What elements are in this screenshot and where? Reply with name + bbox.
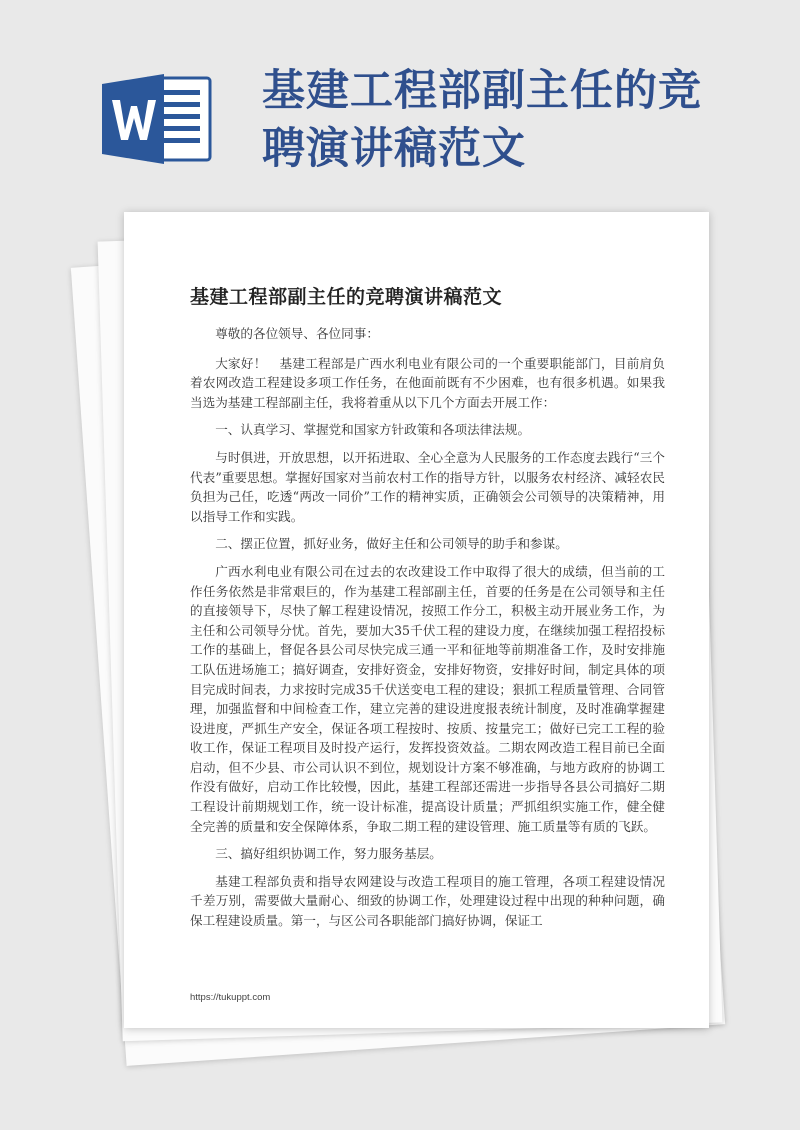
salutation: 尊敬的各位领导、各位同事： xyxy=(215,326,379,341)
section-heading: 三、搞好组织协调工作，努力服务基层。 xyxy=(215,846,442,862)
document-body xyxy=(190,324,665,939)
paragraph: 大家好！ 基建工程部是广西水利电业有限公司的一个重要职能部门，目前肩负着农网改造工程建设多项工作任务，在他面前既有不少困难，也有很多机遇。如果我当选为基建工程部副主任，我将着重从以下几个方面去开展工作： xyxy=(190,355,665,410)
heading-line-1: 基建工程部副主任的竞 xyxy=(262,66,702,116)
paragraph: 与时俱进，开放思想，以开拓进取、全心全意为人民服务的工作态度去践行“三个代表”重要思想。掌握好国家对当前农村工作的指导方针，以服务农村经济、减轻农民负担为己任，吃透“两改一同价”工作的精神实质，正确领会公司领导的决策精神，用以指导工作和实践。 xyxy=(190,449,665,524)
page-heading xyxy=(262,62,732,178)
paragraph: 广西水利电业有限公司在过去的农改建设工作中取得了很大的成绩，但当前的工作任务依然是非常艰巨的，作为基建工程部副主任，首要的任务是在公司领导和主任的直接领导下，尽快了解工程建设情况，按照工作分工，积极主动开展业务工作，为主任和公司领导分忧。首先，要加大35千伏工程的建设力度，在继续加强工程招投标工作的基础上，督促各县公司尽快完成三通一平和征地等前期准备工作，及时安排施工队伍进场施工；搞好调查，安排好资金，安排好物资，安排好时间，制定具体的项目完成时间表，力求按时完成35千伏送变电工程的建设；狠抓工程质量管理、合同管理，加强监督和中间检查工作，建立完善的建设进度报表统计制度，及时准确掌握建设进度，严抓生产安全，保证各项工程按时、按质、按量完工；做好已完工工程的验收工作，保证工程项目及时投产运行，发挥投资效益。二期农网改造工程目前已全面启动，但不少县、市公司认识不到位，规划设计方案不够准确，与地方政府的协调工作没有做好，启动工作比较慢，因此，基建工程部还需进一步指导各县公司搞好二期工程设计前期规划工作，统一设计标准，提高设计质量；严抓组织实施工作，健全健全完善的质量和安全保障体系，争取二期工程的建设管理、施工质量等有质的飞跃。 xyxy=(190,563,665,834)
word-document-icon xyxy=(102,72,214,166)
paragraph: 基建工程部负责和指导农网建设与改造工程项目的施工管理，各项工程建设情况千差万别，需要做大量耐心、细致的协调工作，处理建设过程中出现的种种问题，确保工程建设质量。第一，与区公司各职能部门搞好协调，保证工 xyxy=(190,873,665,929)
section-heading: 一、认真学习、掌握党和国家方针政策和各项法律法规。 xyxy=(215,422,531,438)
footer-url: https://tukuppt.com xyxy=(190,992,271,1003)
section-heading: 二、摆正位置，抓好业务，做好主任和公司领导的助手和参谋。 xyxy=(215,536,568,552)
document-title: 基建工程部副主任的竞聘演讲稿范文 xyxy=(190,286,503,308)
document-page xyxy=(124,212,709,1028)
heading-line-2: 聘演讲稿范文 xyxy=(262,124,526,174)
